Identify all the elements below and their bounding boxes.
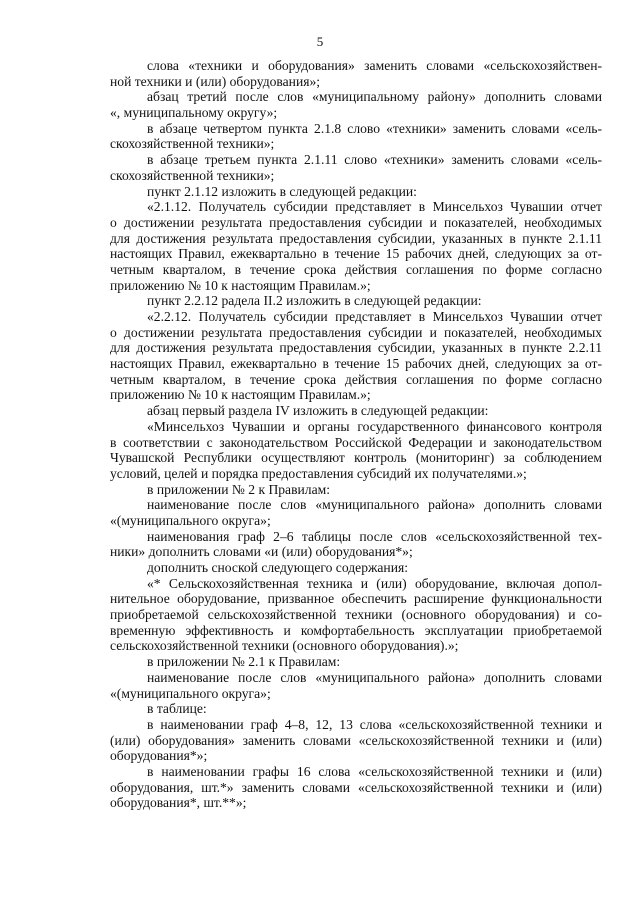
text-line: приложению № 10 к настоящим Правилам.»; [110, 387, 371, 403]
text-line: оборудования, шт.*» заменить словами «сельскохозяйственной техники и (или) [110, 779, 602, 795]
text-line: «* Сельскохозяйственная техника и (или) оборудование, включая допол- [147, 575, 602, 591]
text-line: четным кварталом, в течение срока действия соглашения по форме согласно [110, 261, 602, 277]
text-line: наименования граф 2–6 таблицы после слов «сельскохозяйственной тех- [147, 528, 602, 544]
text-line: в приложении № 2 к Правилам: [147, 481, 330, 497]
text-line: «(муниципального округа»; [110, 685, 271, 701]
text-line: в соответствии с законодательством Российской Федерации и законодательством [110, 434, 602, 450]
text-line: в приложении № 2.1 к Правилам: [147, 654, 341, 670]
text-line: скохозяйственной техники»; [110, 136, 275, 152]
text-line: приложению № 10 к настоящим Правилам.»; [110, 277, 371, 293]
text-line: в наименовании граф 4–8, 12, 13 слова «сельскохозяйственной техники и [147, 716, 602, 732]
text-line: «2.2.12. Получатель субсидии представляет в Минсельхоз Чувашии отчет [147, 309, 602, 324]
text-line: наименование после слов «муниципального района» дополнить словами [147, 497, 602, 513]
text-line: наименование после слов «муниципального района» дополнить словами [147, 669, 602, 685]
text-line: абзац первый раздела IV изложить в следующей редакции: [147, 403, 489, 419]
page-number: 5 [316, 34, 324, 49]
text-line: ной техники и (или) оборудования»; [110, 73, 321, 89]
text-line: сельскохозяйственной техники (основного оборудования).»; [110, 638, 459, 654]
text-line: о достижении результата предоставления субсидии и показателей, необходимых [110, 324, 602, 340]
text-line: в таблице: [147, 701, 207, 717]
text-line: в наименовании графы 16 слова «сельскохозяйственной техники и (или) [147, 763, 602, 779]
text-line: в абзаце четвертом пункта 2.1.8 слово «техники» заменить словами «сель- [147, 120, 602, 136]
text-line: четным кварталом, в течение срока действия соглашения по форме согласно [110, 371, 602, 387]
text-line: временную эффективность и комфортабельность эксплуатации приобретаемой [110, 622, 602, 638]
text-line: слова «техники и оборудования» заменить словами «сельскохозяйствен- [147, 58, 602, 73]
text-line: «Минсельхоз Чувашии и органы государственного финансового контроля [147, 418, 602, 434]
text-line: нительное оборудование, призванное обеспечить расширение функциональности [110, 591, 602, 607]
text-line: «(муниципального округа»; [110, 512, 271, 528]
text-line: оборудования*»; [110, 748, 208, 764]
text-line: настоящих Правил, ежеквартально в течение 15 рабочих дней, следующих за от- [110, 246, 602, 262]
text-line: абзац третий после слов «муниципальному району» дополнить словами [147, 89, 602, 105]
text-line: ники» дополнить словами «и (или) оборудования*»; [110, 544, 413, 560]
text-line: о достижении результата предоставления субсидии и показателей, необходимых [110, 214, 602, 230]
text-line: пункт 2.2.12 радела II.2 изложить в следующей редакции: [147, 293, 482, 309]
text-line: условий, целей и порядка предоставления субсидий их получателями.»; [110, 465, 527, 481]
text-line: приобретаемой сельскохозяйственной техники (основного оборудования) и со- [110, 607, 602, 623]
text-line: для достижения результата предоставления субсидии, указанных в пункте 2.2.11 [110, 340, 602, 356]
text-line: скохозяйственной техники»; [110, 167, 275, 183]
text-line: пункт 2.1.12 изложить в следующей редакции: [147, 183, 417, 199]
text-line: в абзаце третьем пункта 2.1.11 слово «техники» заменить словами «сель- [147, 152, 602, 168]
text-line: дополнить сноской следующего содержания: [147, 560, 409, 575]
document-body [110, 58, 602, 811]
text-line: «2.1.12. Получатель субсидии представляет в Минсельхоз Чувашии отчет [147, 199, 602, 215]
text-line: Чувашской Республики осуществляют контроль (мониторинг) за соблюдением [110, 450, 602, 466]
text-line: «, муниципальному округу»; [110, 105, 278, 121]
text-line: настоящих Правил, ежеквартально в течение 15 рабочих дней, следующих за от- [110, 356, 602, 372]
text-line: (или) оборудования» заменить словами «сельскохозяйственной техники и (или) [110, 732, 602, 748]
text-line: оборудования*, шт.**»; [110, 795, 247, 811]
text-line: для достижения результата предоставления субсидии, указанных в пункте 2.1.11 [110, 230, 602, 246]
